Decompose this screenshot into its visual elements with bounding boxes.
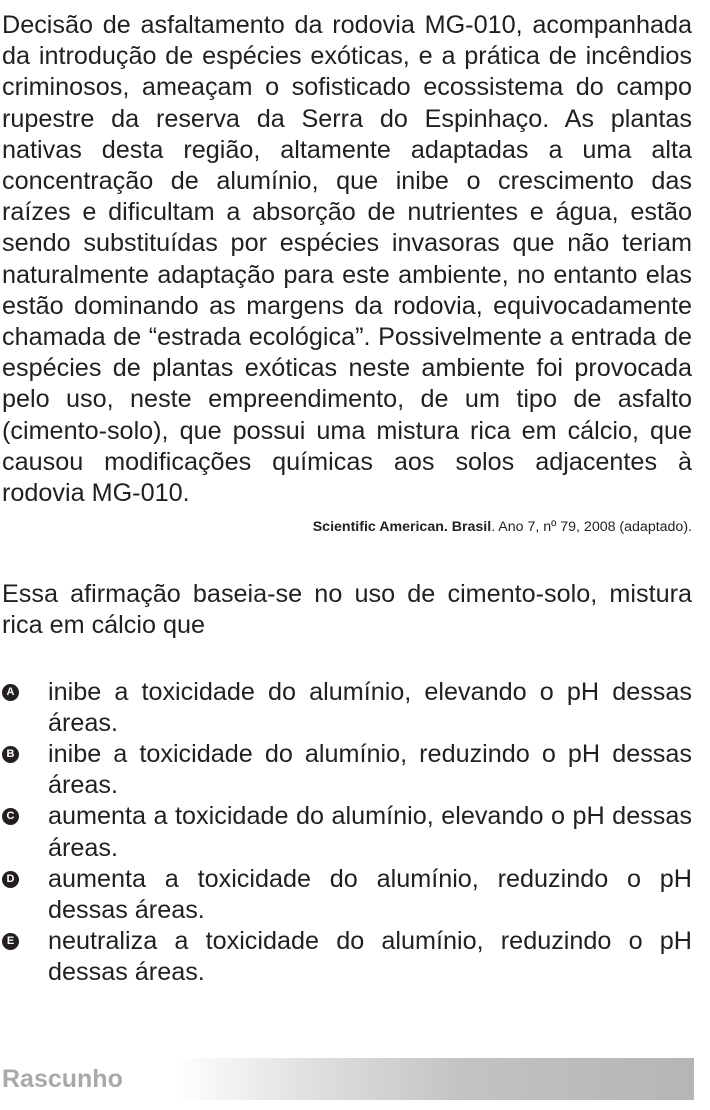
option-b-letter-badge: B [2,746,19,763]
passage-text: Decisão de asfaltamento da rodovia MG-010, acompanhada da introdução de espécies exóticas, e a prática de incêndios criminosos, ameaçam o sofisticado ecossistema do campo rupestre da reserva da Serra do Espinhaço. As plantas nativas desta região, altamente adaptadas a uma alta concentração de alumínio, que inibe o crescimento das raízes e dificultam a absorção de nutrientes e água, estão sendo substituídas por espécies invasoras que não teriam naturalmente adaptação para este ambiente, no entanto elas estão dominando as margens da rodovia, equivocadamente chamada de “estrada ecológica”. Possivelmente a entrada de espécies de plantas exóticas neste ambiente foi provocada pelo uso, neste empreendimento, de um tipo de asfalto (cimento-solo), que possui uma mistura rica em cálcio, que causou modificações químicas aos solos adjacentes à rodovia MG-010. [2,11,692,508]
option-d-text: aumenta a toxicidade do alumínio, reduzindo o pH dessas áreas. [48,864,692,925]
question-stem: Essa afirmação baseia-se no uso de cimento-solo, mistura rica em cálcio que [2,580,692,640]
exam-page [2,10,692,989]
rascunho-gradient-band [175,1058,694,1100]
option-c[interactable] [2,801,692,863]
option-e[interactable] [2,926,692,988]
option-d-letter-badge: D [2,871,19,888]
option-a[interactable] [2,677,692,739]
option-c-letter-badge: C [2,808,19,825]
rascunho-label: Rascunho [2,1065,123,1093]
answer-options [2,677,692,989]
option-e-letter-badge: E [2,933,19,950]
option-a-text: inibe a toxicidade do alumínio, elevando o pH dessas áreas. [48,677,692,737]
option-b[interactable] [2,739,692,801]
option-a-letter-badge: A [2,684,19,701]
option-e-text: neutraliza a toxicidade do alumínio, reduzindo o pH dessas áreas. [48,927,692,987]
source-citation [2,517,692,537]
option-b-text: inibe a toxicidade do alumínio, reduzindo o pH dessas áreas. [48,740,692,800]
source-publication: Scientific American. Brasil [312,519,492,536]
option-c-text: aumenta a toxicidade do alumínio, elevando o pH dessas áreas. [48,802,692,862]
source-details: . Ano 7, nº 79, 2008 (adaptado). [491,519,692,536]
option-d[interactable] [2,864,692,926]
rascunho-footer-bar [0,1058,694,1100]
